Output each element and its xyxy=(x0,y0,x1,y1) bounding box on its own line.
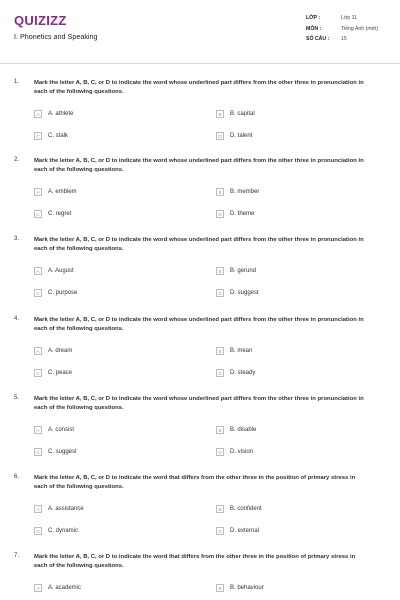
header-divider xyxy=(0,63,400,64)
option-letter-box: D xyxy=(216,527,224,535)
meta-row-count xyxy=(306,36,396,47)
meta-key: SỐ CÂU : xyxy=(306,36,330,42)
option-letter-box: B xyxy=(216,188,224,196)
question-text: Mark the letter A, B, C, or D to indicate the word that differs from the other three in the position of primary stress in each of the following questions. xyxy=(34,475,356,490)
option-letter-box: D xyxy=(216,369,224,377)
question-text: Mark the letter A, B, C, or D to indicate the word whose underlined part differs from the other three in pronunciation in each of the following questions. xyxy=(34,317,364,332)
question-text: Mark the letter A, B, C, or D to indicate the word that differs from the other three in the position of primary stress in each of the following questions. xyxy=(34,554,356,569)
option-label: C. regret xyxy=(48,211,72,217)
question-number: 6. xyxy=(14,474,20,480)
option-letter-box: D xyxy=(216,132,224,140)
option-label: B. gerund xyxy=(230,268,257,274)
option-label: C. suggest xyxy=(48,449,77,455)
option-letter-box: B xyxy=(216,584,224,592)
option-label: A. emblem xyxy=(48,189,77,195)
question-number: 2. xyxy=(14,157,20,163)
option-letter-box: A xyxy=(34,584,42,592)
option-letter-box: D xyxy=(216,210,224,218)
option-label: B. member xyxy=(230,189,260,195)
option-letter-box: A xyxy=(34,505,42,513)
meta-value: Tiếng Anh (mới) xyxy=(341,25,378,32)
option-label: A. academic xyxy=(48,585,82,591)
option-label: B. confident xyxy=(230,506,262,512)
option-label: D. suggest xyxy=(230,290,259,296)
option-letter-box: C xyxy=(34,527,42,535)
option-letter-box: B xyxy=(216,426,224,434)
meta-row-class xyxy=(306,15,396,26)
question-number: 4. xyxy=(14,316,20,322)
option-label: A. consist xyxy=(48,427,75,433)
question-number: 5. xyxy=(14,395,20,401)
option-label: B. capital xyxy=(230,111,255,117)
option-letter-box: B xyxy=(216,347,224,355)
option-letter-box: A xyxy=(34,188,42,196)
question-text: Mark the letter A, B, C, or D to indicate the word whose underlined part differs from the other three in pronunciation in each of the following questions. xyxy=(34,396,364,411)
option-letter-box: C xyxy=(34,369,42,377)
option-letter-box: B xyxy=(216,505,224,513)
option-letter-box: C xyxy=(34,448,42,456)
option-letter-box: A xyxy=(34,347,42,355)
option-letter-box: A xyxy=(34,426,42,434)
question-text: Mark the letter A, B, C, or D to indicate the word whose underlined part differs from the other three in pronunciation in each of the following questions. xyxy=(34,158,364,173)
option-label: A. athlete xyxy=(48,111,74,117)
question-text: Mark the letter A, B, C, or D to indicate the word whose underlined part differs from the other three in pronunciation in each of the following questions. xyxy=(34,237,364,252)
option-letter-box: D xyxy=(216,289,224,297)
option-label: B. behaviour xyxy=(230,585,264,591)
worksheet-meta xyxy=(306,15,396,47)
option-label: A. assistance xyxy=(48,506,84,512)
option-letter-box: C xyxy=(34,210,42,218)
option-label: B. mean xyxy=(230,348,253,354)
option-label: C. dynamic xyxy=(48,528,79,534)
option-label: A. August xyxy=(48,268,74,274)
question-number: 7. xyxy=(14,553,20,559)
option-label: C. stalk xyxy=(48,133,69,139)
option-label: C. peace xyxy=(48,370,73,376)
question-number: 1. xyxy=(14,79,20,85)
option-label: D. theme xyxy=(230,211,255,217)
option-letter-box: A xyxy=(34,267,42,275)
question-text: Mark the letter A, B, C, or D to indicate the word whose underlined part differs from the other three in pronunciation in each of the following questions. xyxy=(34,80,364,95)
option-label: D. talent xyxy=(230,133,253,139)
option-letter-box: D xyxy=(216,448,224,456)
meta-value: 15 xyxy=(341,36,347,42)
worksheet-title: I. Phonetics and Speaking xyxy=(14,32,98,41)
option-letter-box: C xyxy=(34,132,42,140)
option-label: B. disable xyxy=(230,427,257,433)
option-label: D. external xyxy=(230,528,260,534)
question-number: 3. xyxy=(14,236,20,242)
option-letter-box: C xyxy=(34,289,42,297)
option-label: C. purpose xyxy=(48,290,78,296)
quizizz-logo: QUIZIZZ xyxy=(14,13,67,28)
option-label: D. steady xyxy=(230,370,256,376)
meta-row-subject xyxy=(306,26,396,37)
meta-key: MÔN : xyxy=(306,25,322,32)
option-letter-box: B xyxy=(216,267,224,275)
meta-value: Lớp 11 xyxy=(341,15,357,21)
option-label: A. dream xyxy=(48,348,73,354)
option-letter-box: B xyxy=(216,110,224,118)
option-label: D. vision xyxy=(230,449,254,455)
meta-key: LỚP : xyxy=(306,15,321,21)
option-letter-box: A xyxy=(34,110,42,118)
